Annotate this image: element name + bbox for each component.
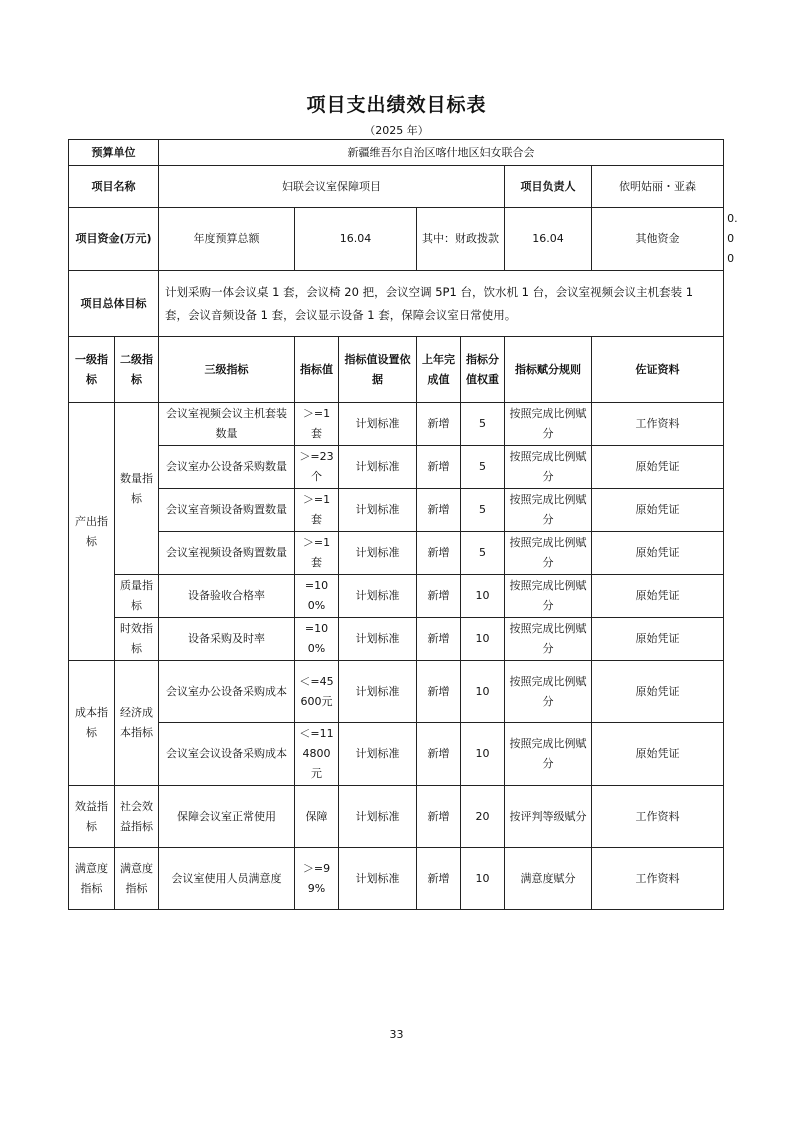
table-row — [69, 786, 724, 848]
budget-unit-row — [69, 140, 724, 166]
indicator-rule: 按照完成比例赋分 — [505, 489, 592, 532]
header-value: 指标值 — [295, 337, 339, 403]
budget-unit-value: 新疆维吾尔自治区喀什地区妇女联合会 — [159, 140, 724, 166]
indicator-rule: 按照完成比例赋分 — [505, 618, 592, 661]
year-label: （2025 年） — [364, 124, 429, 137]
indicator-basis: 计划标准 — [339, 403, 417, 446]
indicator-evidence: 原始凭证 — [592, 489, 724, 532]
annual-budget-label: 年度预算总额 — [159, 208, 295, 271]
project-lead-value: 依明姑丽・亚森 — [592, 166, 724, 208]
indicator-value: ＞=99% — [295, 848, 339, 910]
indicator-weight: 5 — [461, 532, 505, 575]
group-economic: 经济成本指标 — [115, 661, 159, 786]
table-row — [69, 489, 724, 532]
header-level1: 一级指标 — [69, 337, 115, 403]
table-row — [69, 575, 724, 618]
indicator-rule: 按照完成比例赋分 — [505, 446, 592, 489]
table-row — [69, 848, 724, 910]
indicator-weight: 10 — [461, 618, 505, 661]
indicator-evidence: 原始凭证 — [592, 618, 724, 661]
group-benefit: 效益指标 — [69, 786, 115, 848]
header-basis: 指标值设置依据 — [339, 337, 417, 403]
indicator-name: 会议室音频设备购置数量 — [159, 489, 295, 532]
indicator-weight: 10 — [461, 848, 505, 910]
overall-goal-label: 项目总体目标 — [69, 271, 159, 337]
indicator-rule: 按照完成比例赋分 — [505, 532, 592, 575]
indicator-value: ＜=114800元 — [295, 723, 339, 786]
indicator-name: 会议室办公设备采购数量 — [159, 446, 295, 489]
group-quantity: 数量指标 — [115, 403, 159, 575]
project-lead-label: 项目负责人 — [505, 166, 592, 208]
overall-goal-row — [69, 271, 724, 337]
indicator-last: 新增 — [417, 786, 461, 848]
indicator-value: ＜=45600元 — [295, 661, 339, 723]
table-row — [69, 403, 724, 446]
other-funds-label: 其他资金 — [592, 208, 724, 271]
indicator-value: ＞=1套 — [295, 489, 339, 532]
indicator-rule: 按照完成比例赋分 — [505, 661, 592, 723]
indicator-value: ＞=1套 — [295, 403, 339, 446]
indicator-weight: 10 — [461, 575, 505, 618]
indicator-last: 新增 — [417, 661, 461, 723]
header-level2: 二级指标 — [115, 337, 159, 403]
annual-budget-value: 16.04 — [295, 208, 417, 271]
indicator-name: 会议室会议设备采购成本 — [159, 723, 295, 786]
indicator-name: 会议室视频设备购置数量 — [159, 532, 295, 575]
indicator-last: 新增 — [417, 403, 461, 446]
indicator-name: 会议室使用人员满意度 — [159, 848, 295, 910]
indicator-rule: 按照完成比例赋分 — [505, 403, 592, 446]
group-cost: 成本指标 — [69, 661, 115, 786]
header-last-year: 上年完成值 — [417, 337, 461, 403]
indicator-value: 保障 — [295, 786, 339, 848]
indicator-last: 新增 — [417, 848, 461, 910]
indicator-evidence: 原始凭证 — [592, 723, 724, 786]
indicator-evidence: 工作资料 — [592, 403, 724, 446]
indicator-basis: 计划标准 — [339, 532, 417, 575]
indicator-rule: 满意度赋分 — [505, 848, 592, 910]
indicator-weight: 5 — [461, 446, 505, 489]
indicator-basis: 计划标准 — [339, 786, 417, 848]
indicator-last: 新增 — [417, 489, 461, 532]
indicator-last: 新增 — [417, 723, 461, 786]
group-output: 产出指标 — [69, 403, 115, 661]
project-name-row — [69, 166, 724, 208]
table-row — [69, 446, 724, 489]
indicator-rule: 按照完成比例赋分 — [505, 723, 592, 786]
indicator-basis: 计划标准 — [339, 618, 417, 661]
page-number: 33 — [389, 1028, 404, 1041]
table-row — [69, 532, 724, 575]
header-rule: 指标赋分规则 — [505, 337, 592, 403]
indicator-last: 新增 — [417, 618, 461, 661]
group-quality: 质量指标 — [115, 575, 159, 618]
indicator-weight: 5 — [461, 489, 505, 532]
indicator-name: 会议室视频会议主机套装数量 — [159, 403, 295, 446]
group-timeliness: 时效指标 — [115, 618, 159, 661]
group-social: 社会效益指标 — [115, 786, 159, 848]
indicator-evidence: 原始凭证 — [592, 575, 724, 618]
table-row — [69, 618, 724, 661]
indicator-basis: 计划标准 — [339, 661, 417, 723]
indicator-value: =100% — [295, 618, 339, 661]
indicator-rule: 按评判等级赋分 — [505, 786, 592, 848]
header-level3: 三级指标 — [159, 337, 295, 403]
header-evidence: 佐证资料 — [592, 337, 724, 403]
project-name-label: 项目名称 — [69, 166, 159, 208]
header-weight: 指标分值权重 — [461, 337, 505, 403]
table-row — [69, 723, 724, 786]
indicator-last: 新增 — [417, 575, 461, 618]
indicator-weight: 20 — [461, 786, 505, 848]
indicator-weight: 5 — [461, 403, 505, 446]
indicator-weight: 10 — [461, 723, 505, 786]
indicator-evidence: 原始凭证 — [592, 446, 724, 489]
indicator-value: ＞=23个 — [295, 446, 339, 489]
fiscal-funding-value: 16.04 — [505, 208, 592, 271]
indicator-weight: 10 — [461, 661, 505, 723]
indicator-evidence: 工作资料 — [592, 786, 724, 848]
table-row — [69, 661, 724, 723]
indicator-basis: 计划标准 — [339, 848, 417, 910]
page-title: 项目支出绩效目标表 — [306, 94, 487, 116]
indicator-name: 保障会议室正常使用 — [159, 786, 295, 848]
indicator-evidence: 原始凭证 — [592, 661, 724, 723]
indicator-last: 新增 — [417, 532, 461, 575]
indicator-last: 新增 — [417, 446, 461, 489]
indicator-name: 设备验收合格率 — [159, 575, 295, 618]
indicator-basis: 计划标准 — [339, 575, 417, 618]
indicator-name: 会议室办公设备采购成本 — [159, 661, 295, 723]
overall-goal-text: 计划采购一体会议桌 1 套，会议椅 20 把，会议空调 5P1 台，饮水机 1 台，会议室视频会议主机套装 1 套，会议音频设备 1 套，会议显示设备 1 套，保障会议室日常使用。 — [159, 271, 724, 337]
indicator-evidence: 原始凭证 — [592, 532, 724, 575]
indicator-rule: 按照完成比例赋分 — [505, 575, 592, 618]
indicator-basis: 计划标准 — [339, 489, 417, 532]
indicator-value: ＞=1套 — [295, 532, 339, 575]
performance-goal-table — [68, 139, 738, 910]
funds-label: 项目资金(万元) — [69, 208, 159, 271]
fiscal-funding-label: 其中：财政拨款 — [417, 208, 505, 271]
indicator-value: =100% — [295, 575, 339, 618]
indicator-evidence: 工作资料 — [592, 848, 724, 910]
indicator-basis: 计划标准 — [339, 446, 417, 489]
budget-unit-label: 预算单位 — [69, 140, 159, 166]
group-satisfaction-sub: 满意度指标 — [115, 848, 159, 910]
funds-row: 项目资金(万元) 年度预算总额 16.04 其中：财政拨款 16.04 其他资金 0.00 — [69, 208, 724, 271]
group-satisfaction: 满意度指标 — [69, 848, 115, 910]
header-row — [69, 337, 724, 403]
indicator-basis: 计划标准 — [339, 723, 417, 786]
project-name-value: 妇联会议室保障项目 — [159, 166, 505, 208]
indicator-name: 设备采购及时率 — [159, 618, 295, 661]
